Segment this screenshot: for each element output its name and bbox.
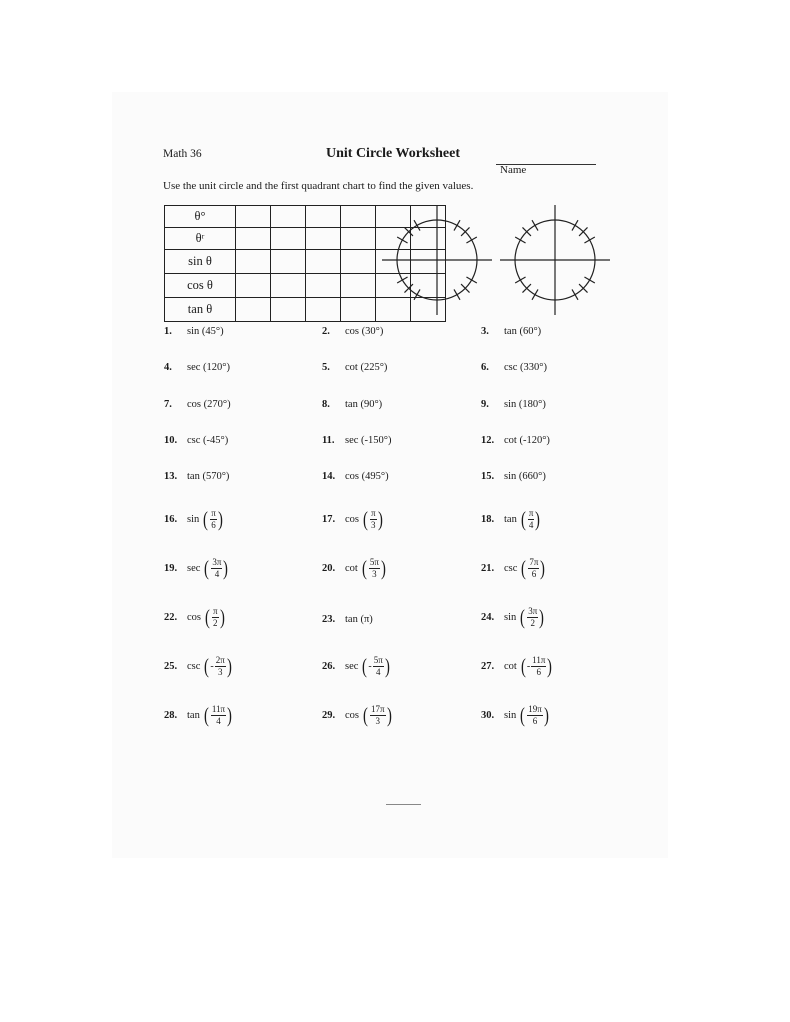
problem-18: 18. tan ( π 4 ) — [481, 507, 541, 531]
chart-cell — [271, 274, 306, 298]
chart-cell — [271, 298, 306, 322]
chart-cell — [236, 298, 271, 322]
chart-cell — [271, 206, 306, 228]
course-label: Math 36 — [163, 148, 202, 160]
problem-22: 22. cos ( π 2 ) — [164, 605, 225, 629]
problem-17: 17. cos ( π 3 ) — [322, 507, 383, 531]
problem-6: 6. csc (330°) — [481, 362, 547, 373]
problem-27: 27. cot ( - 11π 6 ) — [481, 654, 553, 678]
problem-28: 28. tan ( 11π 4 ) — [164, 703, 232, 727]
problem-2: 2. cos (30°) — [322, 326, 384, 337]
chart-cell — [306, 228, 341, 250]
chart-cell — [306, 274, 341, 298]
problem-24: 24. sin ( 3π 2 ) — [481, 605, 545, 629]
problem-23: 23. tan (π) — [322, 614, 373, 625]
page-title: Unit Circle Worksheet — [326, 146, 461, 161]
row-label: sin θ — [165, 250, 236, 274]
problem-8: 8. tan (90°) — [322, 399, 383, 410]
name-label: Name — [500, 164, 527, 176]
chart-cell — [236, 250, 271, 274]
chart-cell — [236, 274, 271, 298]
chart-cell — [271, 250, 306, 274]
row-label: θ° — [165, 206, 236, 228]
problem-29: 29. cos ( 17π 3 ) — [322, 703, 392, 727]
problem-16: 16. sin ( π 6 ) — [164, 507, 223, 531]
problem-21: 21. csc ( 7π 6 ) — [481, 556, 546, 580]
chart-cell — [236, 228, 271, 250]
problem-19: 19. sec ( 3π 4 ) — [164, 556, 229, 580]
problem-12: 12. cot (-120°) — [481, 435, 550, 446]
problem-20: 20. cot ( 5π 3 ) — [322, 556, 386, 580]
problem-14: 14. cos (495°) — [322, 471, 389, 482]
unit-circle-icon — [500, 205, 610, 315]
chart-cell — [306, 206, 341, 228]
row-label: cos θ — [165, 274, 236, 298]
chart-cell — [341, 206, 376, 228]
problem-1: 1. sin (45°) — [164, 326, 224, 337]
chart-cell — [341, 228, 376, 250]
problem-11: 11. sec (-150°) — [322, 435, 392, 446]
row-label: tan θ — [165, 298, 236, 322]
row-label: θʳ — [165, 228, 236, 250]
scan-smudge — [386, 804, 421, 805]
problem-10: 10. csc (-45°) — [164, 435, 229, 446]
chart-cell — [341, 250, 376, 274]
problem-15: 15. sin (660°) — [481, 471, 546, 482]
instructions: Use the unit circle and the first quadrant chart to find the given values. — [163, 180, 474, 192]
problem-4: 4. sec (120°) — [164, 362, 230, 373]
problem-9: 9. sin (180°) — [481, 399, 546, 410]
problem-30: 30. sin ( 19π 6 ) — [481, 703, 549, 727]
problem-5: 5. cot (225°) — [322, 362, 388, 373]
chart-cell — [236, 206, 271, 228]
problem-13: 13. tan (570°) — [164, 471, 230, 482]
problem-25: 25. csc ( - 2π 3 ) — [164, 654, 232, 678]
chart-cell — [271, 228, 306, 250]
problem-26: 26. sec ( - 5π 4 ) — [322, 654, 390, 678]
unit-circle-icon — [382, 205, 492, 315]
chart-cell — [306, 298, 341, 322]
chart-cell — [306, 250, 341, 274]
chart-cell — [341, 298, 376, 322]
chart-cell — [341, 274, 376, 298]
problem-3: 3. tan (60°) — [481, 326, 542, 337]
problem-7: 7. cos (270°) — [164, 399, 231, 410]
